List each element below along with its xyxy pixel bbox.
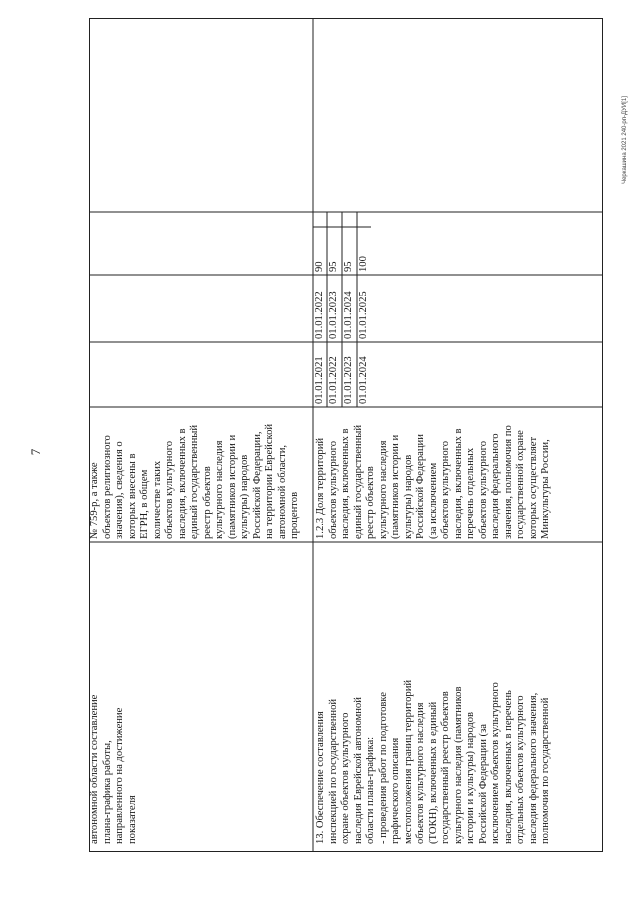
- text-line: исключением объектов культурного: [490, 682, 501, 844]
- cell-col1-main: [315, 539, 603, 846]
- cell-col2-top: [89, 403, 313, 541]
- value-cell: 90: [314, 261, 325, 272]
- text-line: объектов культурного наследия: [415, 702, 426, 844]
- start-date-cell: 01.01.2024: [358, 356, 369, 404]
- text-line: наследия, включенных в перечень: [502, 690, 514, 844]
- end-date-cell: 01.01.2022: [314, 291, 325, 339]
- text-line: культуры) народов: [239, 454, 250, 539]
- page-number: 7: [28, 448, 43, 456]
- text-line: реестр объектов: [365, 466, 376, 539]
- cell-col1-top: [89, 542, 311, 846]
- text-line: которых осуществляет: [527, 436, 539, 539]
- cell-col2-main: [315, 403, 603, 541]
- text-line: (памятников истории и: [226, 434, 238, 539]
- value-cell: 95: [328, 261, 339, 272]
- text-line: № 759-р, а также: [89, 462, 100, 539]
- text-line: наследия, включенных в: [452, 428, 464, 539]
- text-line: 13. Обеспечение составления: [315, 711, 326, 844]
- text-line: реестр объектов: [201, 466, 213, 539]
- start-date-cell: 01.01.2022: [328, 356, 339, 404]
- text-line: - проведения работ по подготовке: [377, 692, 389, 844]
- text-line: на территории Еврейской: [264, 423, 275, 539]
- text-line: объектов религиозного: [101, 435, 113, 539]
- text-line: единый государственный: [352, 424, 364, 539]
- text-line: Российской Федерации (за: [477, 724, 489, 844]
- text-line: полномочия по государственной: [540, 697, 551, 844]
- text-line: плана-графика работы,: [101, 740, 113, 844]
- text-line: Минкультуры России,: [540, 439, 551, 539]
- text-line: значения, полномочия по: [502, 425, 514, 539]
- end-date-cell: 01.01.2024: [343, 291, 354, 339]
- text-line: объектов культурного: [440, 440, 451, 539]
- text-line: (ТОКН), включенных в единый: [427, 701, 439, 844]
- start-date-cell: 01.01.2023: [343, 356, 354, 404]
- text-line: направленного на достижение: [114, 707, 125, 844]
- text-line: единый государственный: [189, 424, 200, 539]
- rotated-table: [89, 18, 603, 852]
- text-line: объектов культурного: [327, 440, 339, 539]
- text-line: отдельных объектов культурного: [515, 695, 526, 844]
- start-date-cell: 01.01.2021: [314, 356, 325, 404]
- text-line: перечень отдельных: [465, 447, 476, 539]
- text-line: государственной охране: [515, 430, 526, 539]
- text-line: ЕГРН, в общем: [139, 469, 150, 539]
- text-line: наследия, включенных в: [176, 428, 188, 539]
- value-cell: 100: [358, 256, 369, 272]
- text-line: охране объектов культурного: [340, 712, 351, 844]
- text-line: автономной области,: [276, 444, 288, 539]
- text-line: культуры) народов: [402, 454, 414, 539]
- text-line: инспекцией по государственной: [327, 698, 339, 844]
- text-line: (за исключением: [427, 462, 439, 539]
- text-line: объектов культурного: [164, 440, 175, 539]
- text-line: значения), сведения о: [114, 441, 125, 539]
- text-line: количестве таких: [151, 460, 163, 539]
- text-line: (памятников истории и: [390, 434, 401, 539]
- text-line: культурного наследия: [214, 440, 225, 539]
- text-line: объектов культурного: [477, 440, 489, 539]
- text-line: наследия, включенных в: [340, 428, 351, 539]
- text-line: культурного наследия: [377, 440, 389, 539]
- text-line: графического описания: [390, 737, 401, 844]
- text-line: которых внесены в: [126, 453, 138, 539]
- text-line: наследия федерального значения,: [527, 692, 539, 844]
- text-line: государственный реестр объектов: [440, 691, 451, 844]
- text-line: процентов: [289, 491, 300, 539]
- text-line: показателя: [126, 795, 138, 844]
- document-stamp: Черкашина 2021 240-рп-ДУИ[1]: [622, 96, 628, 184]
- text-line: 1.2.3 Доля территорий: [315, 437, 326, 539]
- text-line: наследия Еврейской автономной: [352, 697, 364, 844]
- end-date-cell: 01.01.2023: [328, 291, 339, 339]
- text-line: истории и культуры) народов: [465, 711, 476, 844]
- value-cell: 95: [343, 261, 354, 272]
- end-date-cell: 01.01.2025: [358, 291, 369, 339]
- text-line: автономной области составление: [89, 694, 100, 844]
- text-line: Российской Федерации,: [251, 431, 263, 539]
- text-line: области плана-графика:: [365, 736, 376, 844]
- text-line: наследия федерального: [490, 433, 501, 539]
- text-line: местоположения границ территорий: [402, 679, 414, 844]
- text-line: Российской Федерации: [415, 434, 426, 539]
- text-line: культурного наследия (памятников: [452, 686, 464, 844]
